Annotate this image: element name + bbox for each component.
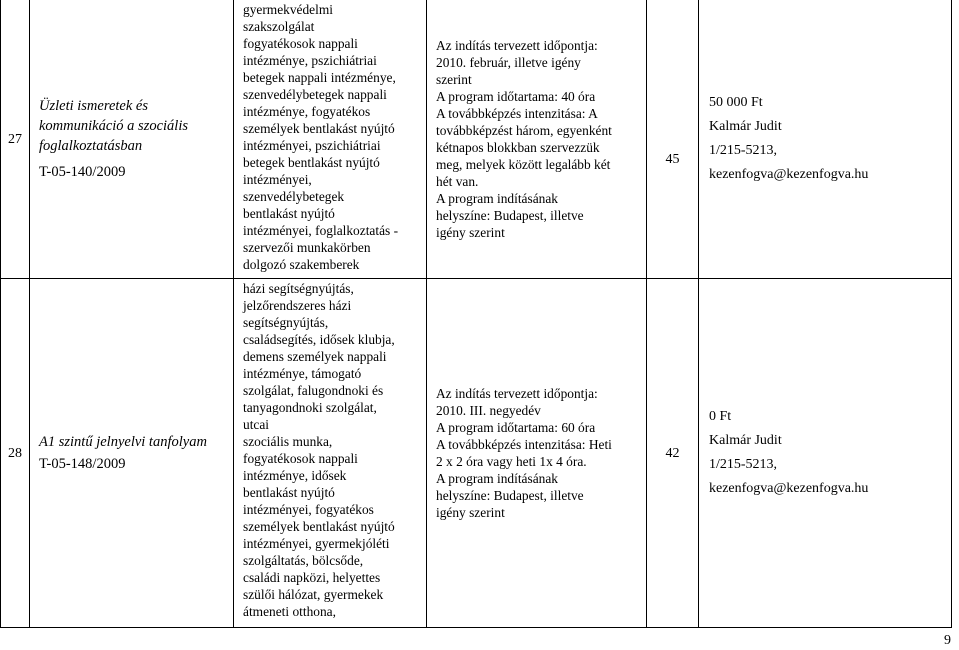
target-line: intézménye, idősek: [243, 468, 347, 483]
target-line: intézménye, pszichiátriai: [243, 53, 377, 68]
schedule-line: 2010. február, illetve igény: [436, 55, 581, 70]
schedule-line: 2 x 2 óra vagy heti 1x 4 óra.: [436, 454, 587, 469]
fee-value: 50 000 Ft: [709, 95, 763, 110]
schedule-line: szerint: [436, 72, 472, 87]
page-number: 9: [944, 633, 951, 648]
schedule-line: helyszíne: Budapest, illetve: [436, 208, 584, 223]
target-line: jelzőrendszeres házi: [243, 298, 352, 313]
target-line: családi napközi, helyettes: [243, 570, 381, 585]
row-number: [1, 0, 29, 278]
course-title: [39, 432, 233, 452]
target-line: szenvedélybetegek: [243, 189, 345, 204]
schedule-line: A program időtartama: 60 óra: [436, 420, 596, 435]
target-line: családsegítés, idősek klubja,: [243, 332, 395, 347]
target-line: személyek bentlakást nyújtó: [243, 519, 395, 534]
hours-value: 42: [665, 445, 680, 461]
course-title-line: Üzleti ismeretek és: [39, 98, 148, 114]
schedule-line: hét van.: [436, 174, 479, 189]
schedule-line: helyszíne: Budapest, illetve: [436, 488, 584, 503]
target-line: szülői hálózat, gyermekek: [243, 587, 384, 602]
schedule-cell: [427, 279, 646, 627]
row-number-text: 28: [8, 445, 22, 461]
schedule-line: kétnapos blokkban szervezzük: [436, 140, 600, 155]
target-line: segítségnyújtás,: [243, 315, 329, 330]
target-line: átmeneti otthona,: [243, 604, 336, 619]
fee-value: 0 Ft: [709, 409, 732, 424]
target-line: intézményei, fogyatékos: [243, 502, 374, 517]
target-line: intézményei, foglalkoztatás -: [243, 223, 399, 238]
target-line: házi segítségnyújtás,: [243, 281, 354, 296]
target-line: utcai: [243, 417, 270, 432]
contact-phone: 1/215-5213,: [709, 457, 778, 472]
schedule-line: igény szerint: [436, 225, 505, 240]
target-line: szolgáltatás, bölcsőde,: [243, 553, 364, 568]
contact-email[interactable]: kezenfogva@kezenfogva.hu: [709, 481, 869, 496]
schedule-cell: [427, 0, 646, 278]
target-line: fogyatékosok nappali: [243, 451, 358, 466]
contact-cell: [699, 0, 951, 278]
contact-phone: 1/215-5213,: [709, 143, 778, 158]
course-title-line: kommunikáció a szociális: [39, 118, 189, 134]
course-cell: [30, 0, 233, 278]
hours-cell: [647, 0, 698, 318]
course-title-line: foglalkoztatásban: [39, 138, 143, 154]
row-number: [1, 279, 29, 627]
target-line: szakszolgálat: [243, 19, 315, 34]
course-title: [39, 96, 233, 156]
target-groups: [234, 1, 426, 278]
row-number-text: 27: [8, 131, 22, 147]
target-line: szervezői munkakörben: [243, 240, 371, 255]
target-line: bentlakást nyújtó: [243, 206, 335, 221]
schedule-line: továbbképzést három, egyenként: [436, 123, 612, 138]
schedule-line: Az indítás tervezett időpontja:: [436, 386, 598, 401]
target-line: intézménye, fogyatékos: [243, 104, 371, 119]
target-line: fogyatékosok nappali: [243, 36, 358, 51]
target-line: intézményei,: [243, 172, 312, 187]
schedule-line: A program indításának: [436, 471, 558, 486]
schedule-line: Az indítás tervezett időpontja:: [436, 38, 598, 53]
target-line: intézménye, támogató: [243, 366, 362, 381]
target-line: tanyagondnoki szolgálat,: [243, 400, 377, 415]
target-line: szociális munka,: [243, 434, 333, 449]
target-line: bentlakást nyújtó: [243, 485, 335, 500]
contact-email[interactable]: kezenfogva@kezenfogva.hu: [709, 167, 869, 182]
target-line: szenvedélybetegek nappali: [243, 87, 387, 102]
schedule-line: A továbbképzés intenzitása: Heti: [436, 437, 612, 452]
target-line: intézményei, gyermekjóléti: [243, 536, 390, 551]
target-line: gyermekvédelmi: [243, 2, 333, 17]
contact-cell: [699, 279, 951, 627]
target-groups: [234, 280, 426, 627]
course-title-line: A1 szintű jelnyelvi tanfolyam: [39, 434, 207, 450]
schedule-line: A program indításának: [436, 191, 558, 206]
schedule-line: 2010. III. negyedév: [436, 403, 541, 418]
contact-name: Kalmár Judit: [709, 119, 782, 134]
target-line: demens személyek nappali: [243, 349, 387, 364]
course-code: T-05-140/2009: [39, 164, 126, 180]
hours-value: 45: [665, 151, 680, 167]
target-line: dolgozó szakemberek: [243, 257, 360, 272]
contact-name: Kalmár Judit: [709, 433, 782, 448]
course-cell: [30, 279, 233, 627]
target-line: szolgálat, falugondnoki és: [243, 383, 384, 398]
schedule-line: A program időtartama: 40 óra: [436, 89, 596, 104]
target-line: betegek bentlakást nyújtó: [243, 155, 380, 170]
schedule-line: igény szerint: [436, 505, 505, 520]
hours-cell: [647, 279, 698, 627]
target-line: személyek bentlakást nyújtó: [243, 121, 395, 136]
course-code: T-05-148/2009: [39, 456, 126, 472]
schedule-line: meg, melyek között legalább két: [436, 157, 611, 172]
target-line: intézményei, pszichiátriai: [243, 138, 381, 153]
schedule-line: A továbbképzés intenzitása: A: [436, 106, 598, 121]
target-line: betegek nappali intézménye,: [243, 70, 396, 85]
